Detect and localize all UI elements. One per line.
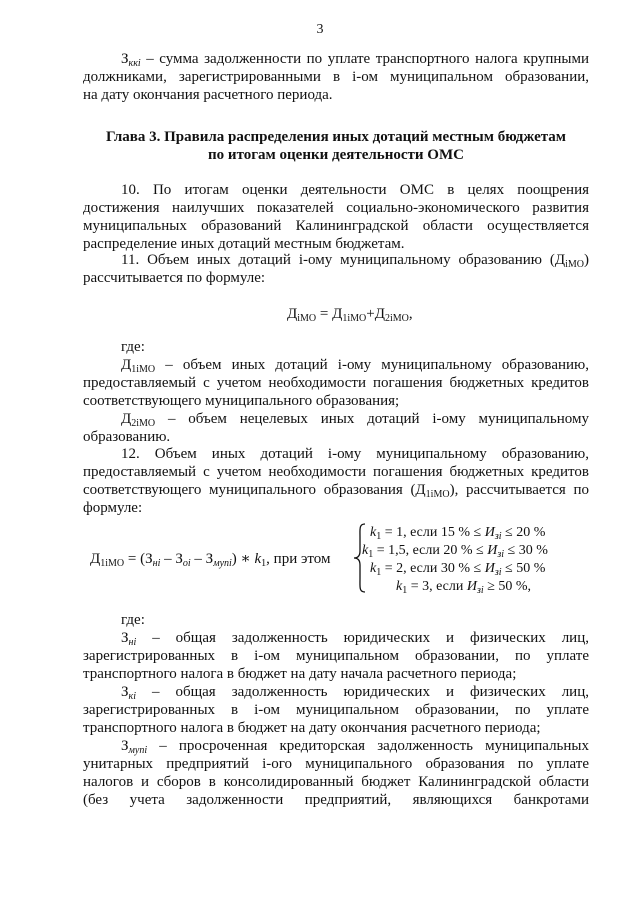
d1-definition: $Д_{1iМО}$ – объем иных дотаций i-ому муниципальному образованию, предоставляемый с учетом необходимости погашения бюджетных кредитов соответствующего муниципального образования; [83,357,589,409]
paragraph-11: 11. Объем иных дотаций i-ому муниципальному образованию $(Д_{iМО})$ рассчитывается по формуле: [83,252,589,286]
case-line-1: $k_1 = 1$, если 15 % ≤ $И_{зi} \le 20$ % [370,525,546,542]
paragraph-12: 12. Объем иных дотаций i-ому муниципальному образованию, предоставляемый с учетом необходимости погашения бюджетных кредитов соответствующего муниципального образования $(Д_{1iМО})$, рассчитывается по формуле: [83,446,589,516]
where-label-2: где: [121,612,145,628]
case-line-2: $k_1 = 1,5$, если 20 % ≤ $И_{зi} \le 30$ % [362,543,548,560]
formula-d1-imo: $Д_{1iМО} = (З_{нi} - З_{оi} - З_{мупi})$ ∗ $k_1$, при этом [90,551,331,569]
chapter-heading: Глава 3. Правила распределения иных дотаций местным бюджетам по итогам оценки деятельности ОМС [105,129,567,163]
where-label-1: где: [121,339,145,355]
zmup-definition: $З_{мупi}$ – просроченная кредиторская задолженность муниципальных унитарных предприятий i-ого муниципального образования по уплате налогов и сборов в консолидированный бюджет Калининградской области (без учета задолженности предприятий, являющихся банкротами [83,738,589,808]
case-line-4: $k_1 = 3$, если $И_{зi} \ge 50$ %, [396,579,532,596]
zk-definition: $З_{кi}$ – общая задолженность юридических и физических лиц, зарегистрированных в i-ом муниципальном образовании, по уплате транспортного налога в бюджет на дату окончания расчетного периода; [83,684,589,736]
case-line-3: $k_1 = 2$, если 30 % ≤ $И_{зi} \le 50$ % [370,561,546,578]
d2-definition: $Д_{2iМО}$ – объем нецелевых иных дотаций i-ому муниципальному образованию. [83,411,589,445]
zkk-definition: $З_{ккi}$ – сумма задолженности по уплате транспортного налога крупными должниками, зарегистрированными в i-ом муниципальном образовании, на дату окончания расчетного периода. [83,51,589,103]
paragraph-10: 10. По итогам оценки деятельности ОМС в целях поощрения достижения наилучших показателей социально-экономического развития муниципальных образований Калининградской области осуществляется распределение иных дотаций местным бюджетам. [83,182,589,252]
zn-definition: $З_{нi}$ – общая задолженность юридических и физических лиц, зарегистрированных в i-ом муниципальном образовании, по уплате транспортного налога в бюджет на дату начала расчетного периода; [83,630,589,682]
page-number: 3 [316,22,324,37]
formula-d-imo: $Д_{iМО} = Д_{1iМО}+Д_{2iМО}$, [287,306,413,324]
